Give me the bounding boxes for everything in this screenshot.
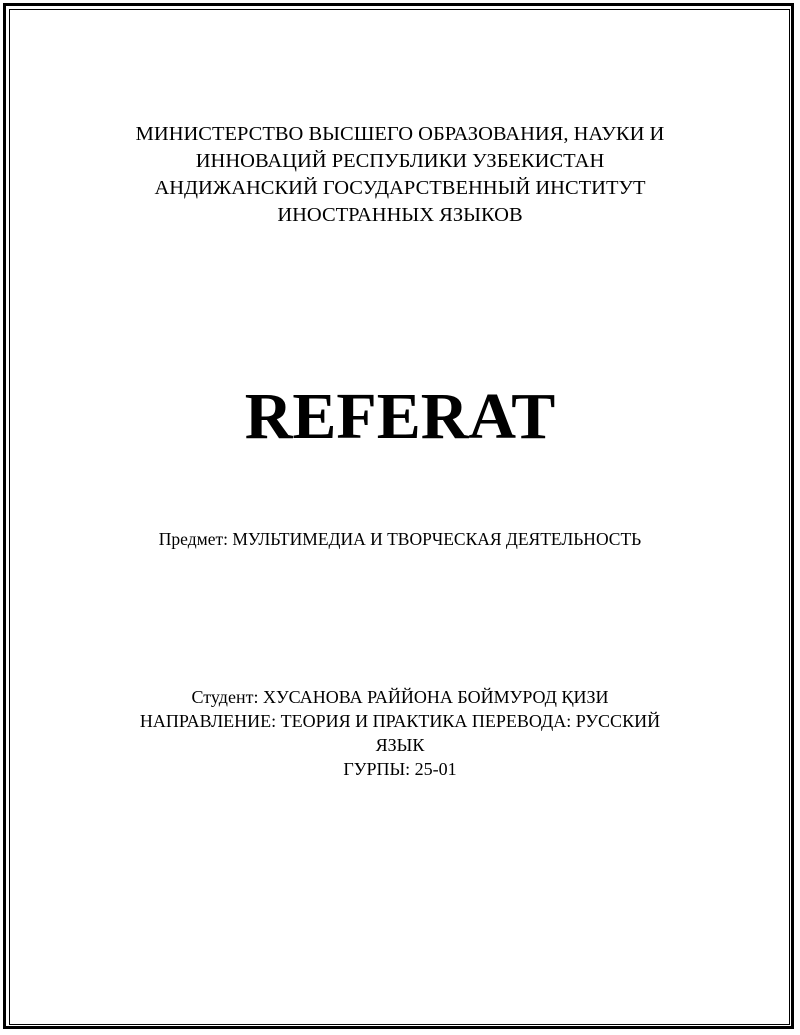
institution-line-4: ИНОСТРАННЫХ ЯЗЫКОВ [277, 204, 523, 226]
document-title: REFERAT [244, 380, 556, 453]
institution-line-3: АНДИЖАНСКИЙ ГОСУДАРСТВЕННЫЙ ИНСТИТУТ [154, 177, 646, 199]
direction-line-2: ЯЗЫК [375, 735, 425, 755]
subject-line: Предмет: МУЛЬТИМЕДИА И ТВОРЧЕСКАЯ ДЕЯТЕЛЬНОСТЬ [158, 529, 642, 549]
group-line: ГУРПЫ: 25-01 [343, 759, 457, 779]
direction-line-1: НАПРАВЛЕНИЕ: ТЕОРИЯ И ПРАКТИКА ПЕРЕВОДА: РУССКИЙ [139, 711, 661, 731]
institution-line-2: ИННОВАЦИЙ РЕСПУБЛИКИ УЗБЕКИСТАН [195, 150, 605, 172]
student-name-line: Студент: ХУСАНОВА РАЙЙОНА БОЙМУРОД ҚИЗИ [191, 687, 609, 707]
institution-line-1: МИНИСТЕРСТВО ВЫСШЕГО ОБРАЗОВАНИЯ, НАУКИ И [135, 123, 665, 145]
